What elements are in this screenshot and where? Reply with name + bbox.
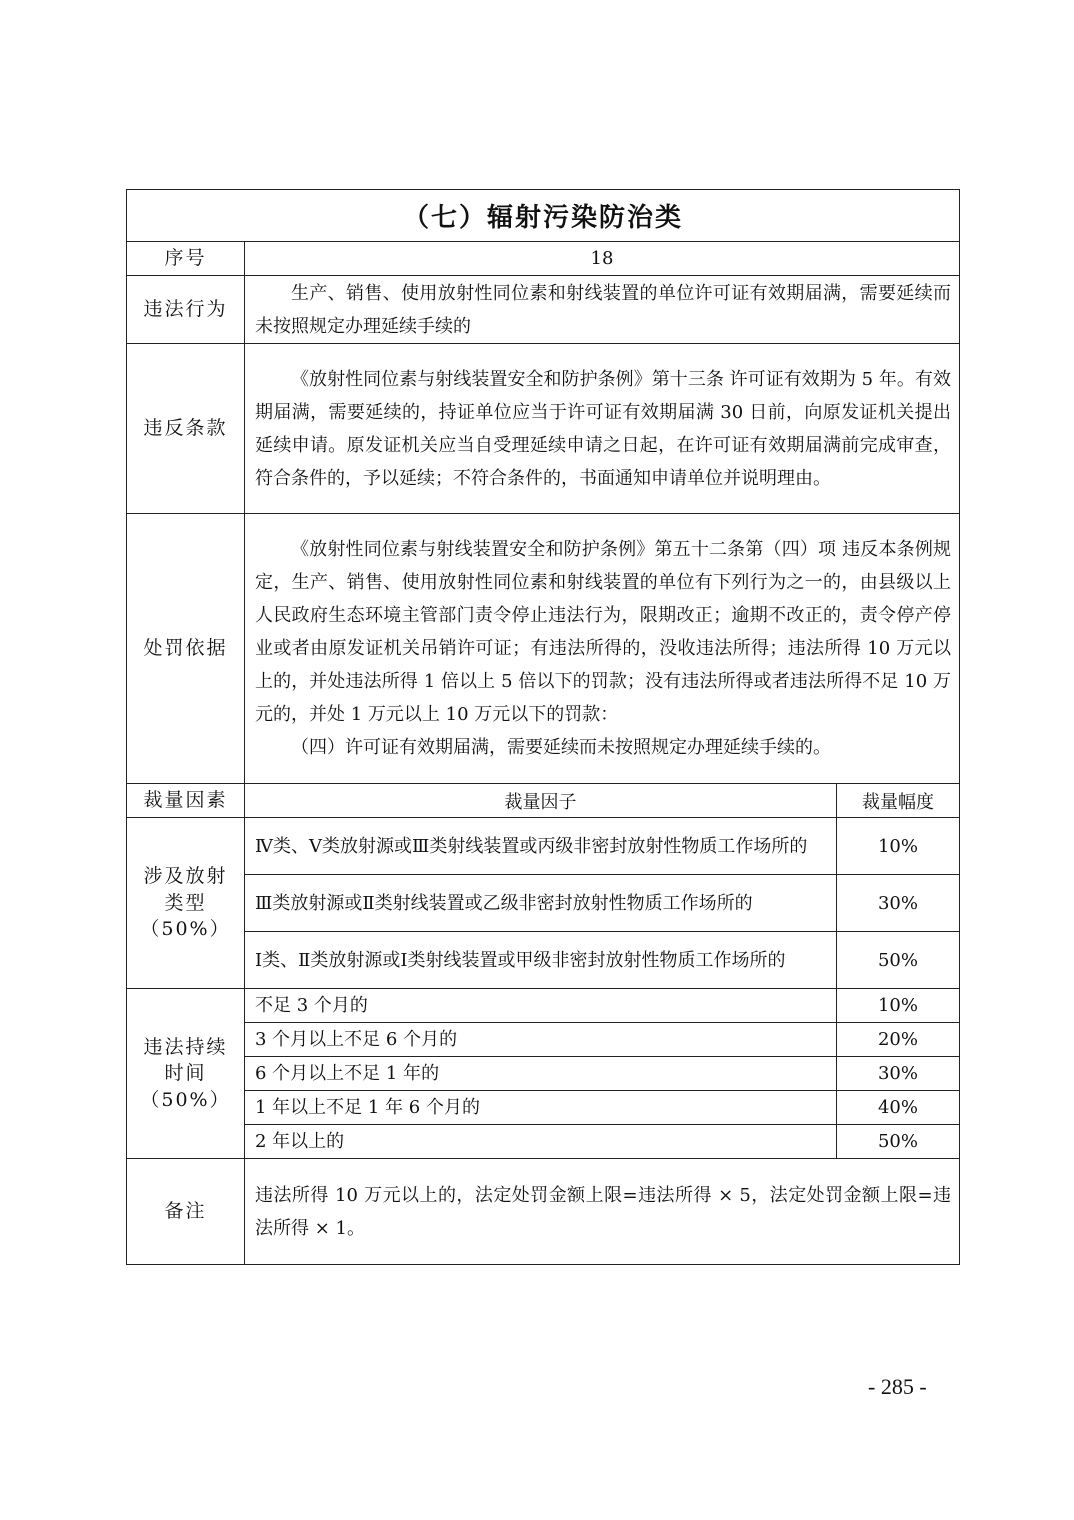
group-duration-line: 违法持续 — [143, 1035, 228, 1058]
factor-item: 不足 3 个月的 — [245, 989, 837, 1023]
seq-value: 18 — [245, 242, 960, 276]
factor-pct: 20% — [837, 1023, 960, 1057]
factor-pct: 30% — [837, 875, 960, 932]
factor-pct: 30% — [837, 1057, 960, 1091]
group-label-duration — [127, 989, 245, 1159]
factor-header: 裁量因素 — [127, 784, 245, 818]
factor-item: 6 个月以上不足 1 年的 — [245, 1057, 837, 1091]
factor-pct: 10% — [837, 989, 960, 1023]
remark-label: 备注 — [127, 1159, 245, 1265]
group-duration-line: 时间 — [164, 1062, 207, 1085]
clause-text: 《放射性同位素与射线装置安全和防护条例》第十三条 许可证有效期为 5 年。有效期届满，需要延续的，持证单位应当于许可证有效期届满 30 日前，向原发证机关提出延续申请。原发证机关应当自受理延续申请之日起，在许可证有效期届满前完成审查，符合条件的，予以延续；不符合条件的，书面通知申请单位并说明理由。 — [255, 368, 951, 489]
factor-pct: 50% — [837, 932, 960, 989]
group-type-line: 类型 — [164, 891, 207, 914]
factor-item: Ⅲ类放射源或Ⅱ类射线装置或乙级非密封放射性物质工作场所的 — [245, 875, 837, 932]
clause-value — [245, 344, 960, 514]
penalty-text-item: （四）许可证有效期届满，需要延续而未按照规定办理延续手续的。 — [291, 737, 831, 758]
factor-item: Ⅰ类、Ⅱ类放射源或Ⅰ类射线装置或甲级非密封放射性物质工作场所的 — [245, 932, 837, 989]
group-label-type — [127, 818, 245, 989]
act-value — [245, 276, 960, 344]
group-type-line: 涉及放射 — [143, 865, 228, 888]
penalty-label: 处罚依据 — [127, 514, 245, 784]
page-number: - 285 - — [868, 1374, 927, 1399]
clause-label: 违反条款 — [127, 344, 245, 514]
seq-label: 序号 — [127, 242, 245, 276]
act-label: 违法行为 — [127, 276, 245, 344]
penalty-text-main: 《放射性同位素与射线装置安全和防护条例》第五十二条第（四）项 违反本条例规定，生产、销售、使用放射性同位素和射线装置的单位有下列行为之一的，由县级以上人民政府生态环境主管部门责令停止违法行为，限期改正；逾期不改正的，责令停产停业或者由原发证机关吊销许可证；有违法所得的，没收违法所得；违法所得 10 万元以上的，并处违法所得 1 倍以上 5 倍以下的罚款；没有违法所得或者违法所得不足 10 万元的，并处 1 万元以上 10 万元以下的罚款： — [255, 539, 951, 725]
remark-value: 违法所得 10 万元以上的，法定处罚金额上限=违法所得 × 5，法定处罚金额上限=违法所得 × 1。 — [245, 1159, 960, 1265]
factor-item: 2 年以上的 — [245, 1125, 837, 1159]
factor-pct: 50% — [837, 1125, 960, 1159]
range-header: 裁量幅度 — [837, 784, 960, 818]
table-title: （七）辐射污染防治类 — [127, 190, 960, 242]
factor-item: Ⅳ类、Ⅴ类放射源或Ⅲ类射线装置或丙级非密封放射性物质工作场所的 — [245, 818, 837, 875]
factor-item: 3 个月以上不足 6 个月的 — [245, 1023, 837, 1057]
group-type-line: （50%） — [140, 918, 231, 941]
penalty-value — [245, 514, 960, 784]
factor-pct: 10% — [837, 818, 960, 875]
group-duration-line: （50%） — [140, 1088, 231, 1111]
item-header: 裁量因子 — [245, 784, 837, 818]
factor-pct: 40% — [837, 1091, 960, 1125]
penalty-table — [126, 189, 960, 1265]
act-text: 生产、销售、使用放射性同位素和射线装置的单位许可证有效期届满，需要延续而未按照规定办理延续手续的 — [255, 282, 951, 337]
factor-item: 1 年以上不足 1 年 6 个月的 — [245, 1091, 837, 1125]
